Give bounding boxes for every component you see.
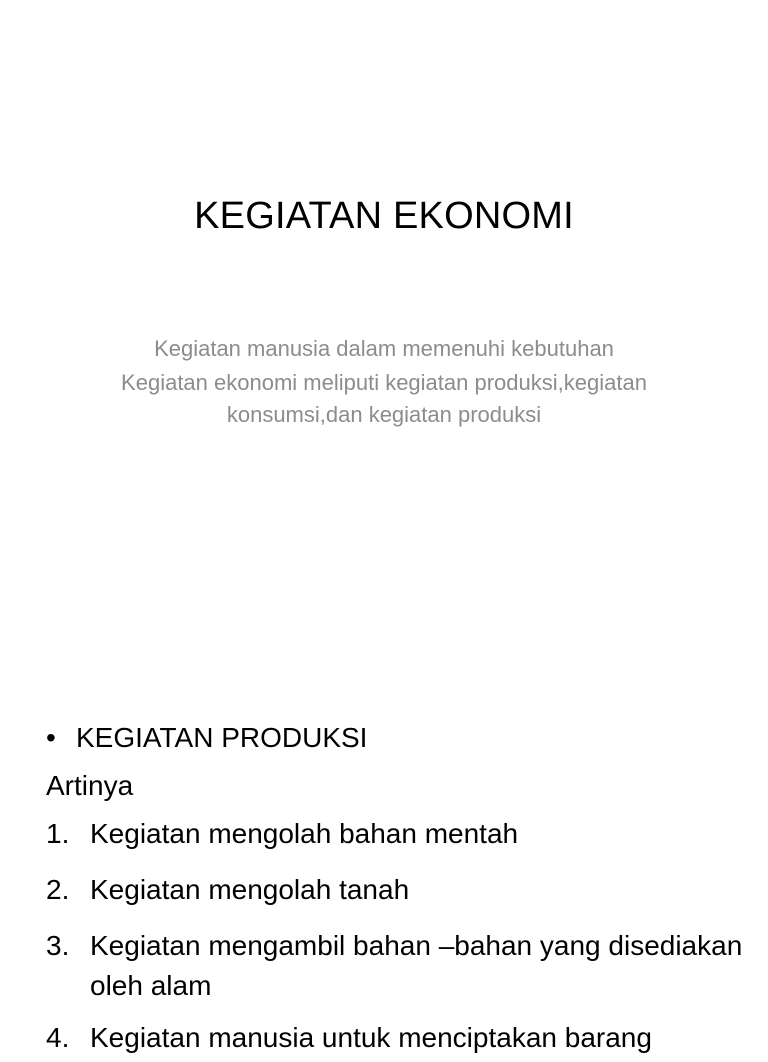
bullet-heading: KEGIATAN PRODUKSI xyxy=(76,722,368,753)
list-item-3 xyxy=(46,922,746,1006)
list-number: 2. xyxy=(46,874,70,905)
list-item-text: Kegiatan mengambil bahan –bahan yang disediakan oleh alam xyxy=(90,930,743,1001)
list-number: 1. xyxy=(46,818,70,849)
slide-title: KEGIATAN EKONOMI xyxy=(194,195,574,237)
list-number: 3. xyxy=(46,930,70,961)
slide-2 xyxy=(0,576,768,1053)
bullet-icon: • xyxy=(46,722,56,753)
list-item-text: Kegiatan mengolah bahan mentah xyxy=(90,818,519,849)
list-item-text: Kegiatan mengolah tanah xyxy=(90,874,410,905)
subtitle-line-1: Kegiatan manusia dalam memenuhi kebutuhan xyxy=(154,336,614,361)
subtitle-line-2: Kegiatan ekonomi meliputi kegiatan produksi,kegiatan konsumsi,dan kegiatan produksi xyxy=(121,370,647,427)
intro-text: Artinya xyxy=(46,770,134,801)
list-number: 4. xyxy=(46,1022,70,1053)
list-item-2 xyxy=(46,866,746,914)
list-item-4 xyxy=(46,1014,746,1062)
bullet-item xyxy=(46,714,746,762)
slide-content xyxy=(46,714,746,1062)
slide-subtitle xyxy=(100,332,668,431)
list-item-text: Kegiatan manusia untuk menciptakan barang xyxy=(90,1022,652,1053)
list-item-1 xyxy=(46,810,746,858)
